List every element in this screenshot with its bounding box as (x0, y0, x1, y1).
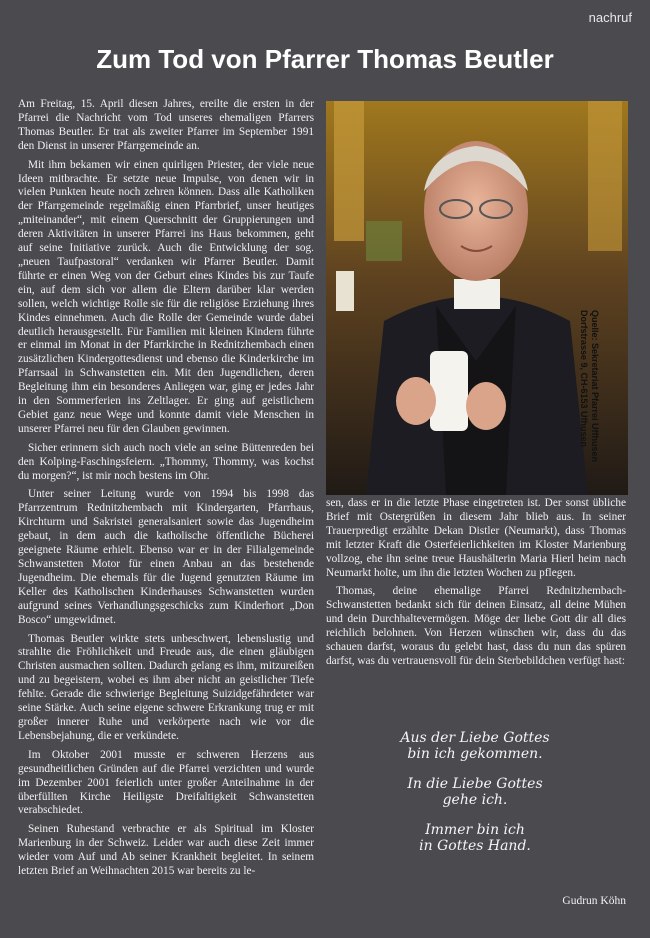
poem (360, 730, 590, 868)
section-label: nachruf (588, 10, 632, 25)
poem-stanza (360, 730, 590, 762)
poem-line: Immer bin ich (425, 822, 525, 838)
poem-line: bin ich gekommen. (407, 746, 543, 762)
photo-credit: Quelle: Sekretariat Pfarrei Uffhusen Dorfstrasse 9, CH-6153 Ufhusen (579, 310, 600, 463)
paragraph: Seinen Ruhestand verbrachte er als Spiritual im Kloster Marienburg in der Schweiz. Leider war auch diese Zeit immer wieder vom Auf und Ab seiner Krankheit begleitet. In seinem letzten Brief an Weihnachten 2015 war bereits zu le- (18, 823, 314, 878)
poem-line: gehe ich. (442, 792, 508, 808)
author-name: Gudrun Köhn (562, 895, 626, 907)
poem-stanza (360, 822, 590, 854)
poem-stanza (360, 776, 590, 808)
article-right-column (326, 497, 626, 674)
poem-line: in Gottes Hand. (419, 838, 531, 854)
paragraph: Im Oktober 2001 musste er schweren Herzens aus gesundheitlichen Gründen auf die Pfarrei verzichten und wurde im Dezember 2001 feierlich unter großer Anteilnahme in der überfüllten Kirche Heiligste Dreifaltigkeit Schwanstetten verabschiedet. (18, 748, 314, 817)
poem-line: Aus der Liebe Gottes (400, 730, 550, 746)
page-title: Zum Tod von Pfarrer Thomas Beutler (96, 44, 554, 74)
paragraph: Sicher erinnern sich auch noch viele an seine Büttenreden bei den Kolping-Faschingsfeiern. „Thommy, Thommy, was kochst du morgen?“, ist mir noch bestens im Ohr. (18, 441, 314, 482)
paragraph: Unter seiner Leitung wurde von 1994 bis 1998 das Pfarrzentrum Rednitzhembach mit Kindergarten, Pfarrhaus, Kirchturm und Sakristei generalsaniert sowie das Jugendheim gebaut, in dem auch die katholische öffentliche Bücherei geeignete Räume erhielt. Ebenso war er in der Filialgemeinde Schwanstetten Motor für einen Anbau an das bestehende Jugendheim. Die ehemals für die Jugend genutzten Räume im Keller des Katholischen Kinderhauses Schwanstetten wurden aufgrund seines Verhandlungsgeschicks zum Kinderhort „Don Bosco“ umgewidmet. (18, 488, 314, 626)
paragraph: Thomas Beutler wirkte stets unbeschwert, lebenslustig und strahlte die Fröhlichkeit und Freude aus, die einen gläubigen Christen ausmachen sollten. Dadurch gelang es ihm, mitzureißen und zu begeistern, wobei es ihm aber nicht an geistlicher Tiefe fehlte. Gerade die schwierige Begleitung Suizidgefährdeter war seine Stärke. Auch seine eigene schwere Erkrankung trug er mit großer innerer Ruhe und verkörperte nach wie vor die Lebensbejahung, die er verkündete. (18, 632, 314, 742)
article-left-column (18, 98, 314, 884)
paragraph: Mit ihm bekamen wir einen quirligen Priester, der viele neue Ideen mitbrachte. Er setzte neue Impulse, von denen wir in vielen Punkten heute noch zehren können. Dass alle Katholiken der Pfarrgemeinde regelmäßig einen Pfarrbrief, unser heutiges „miteinander“, mit einem Querschnitt der Gruppierungen und deren Aktivitäten in unserer Pfarrei ins Haus bekommen, geht auf seine Initiative zurück. Auch die Entwicklung der sog. „neuen Taufpastoral“ verdanken wir Pfarrer Beutler. Damit führte er einen Weg von der Geburt eines Kindes bis zur Taufe ein, auf dem sich vor allem die Eltern darüber klar werden sollen, welch wichtige Rolle sie für die religiöse Erziehung ihres Kindes einnehmen. Auch die Rolle der Gemeinde wurde dabei deutlich herausgestellt. Für Familien mit kleinen Kindern führte er einmal im Monat in der Pfarrkirche in Rednitzhembach einen zusätzlichen Kindergottesdienst und ebenso die Kinderkirche im Pfarrsaal in Schwanstetten ein. Mit den Jugendlichen, deren Begleitung ihm ein besonderes Anliegen war, ging er jedes Jahr in den Sommerferien ins Zeltlager. Er ging auf geistlichem Gebiet ganz neue Wege und konnte damit viele Menschen in unserer Pfarrei neu für den Glauben gewinnen. (18, 158, 314, 435)
paragraph: Am Freitag, 15. April diesen Jahres, ereilte die ersten in der Pfarrei die Nachricht vom Tod unseres ehemaligen Pfarrers Thomas Beutler. Er trat als zweiter Pfarrer im September 1991 den Dienst in unserer Pfarrgemeinde an. (18, 98, 314, 152)
poem-line: In die Liebe Gottes (407, 776, 543, 792)
paragraph: sen, dass er in die letzte Phase eingetreten ist. Der sonst übliche Brief mit Ostergrüßen in diesem Jahr blieb aus. In seiner Trauerpredigt erzählte Dekan Distler (Neumarkt), dass Thomas mit letzter Kraft die Osterfeierlichkeiten im Kloster Marienburg vollzog, ehe ihn seine treue Haushälterin Maria Hierl heim nach Neumarkt holte, um ihn die letzten Wochen zu pflegen. (326, 497, 626, 579)
paragraph: Thomas, deine ehemalige Pfarrei Rednitzhembach-Schwanstetten bedankt sich für deinen Einsatz, all deine Mühen und dein Durchhaltevermögen. Möge der liebe Gott dir all dies reichlich belohnen. Von Herzen wünschen wir, dass du das schauen darfst, woraus du gelebt hast, dass du nun das spüren darfst, was du vertrauensvoll für dein Sterbebildchen verfügt hast: (326, 585, 626, 667)
